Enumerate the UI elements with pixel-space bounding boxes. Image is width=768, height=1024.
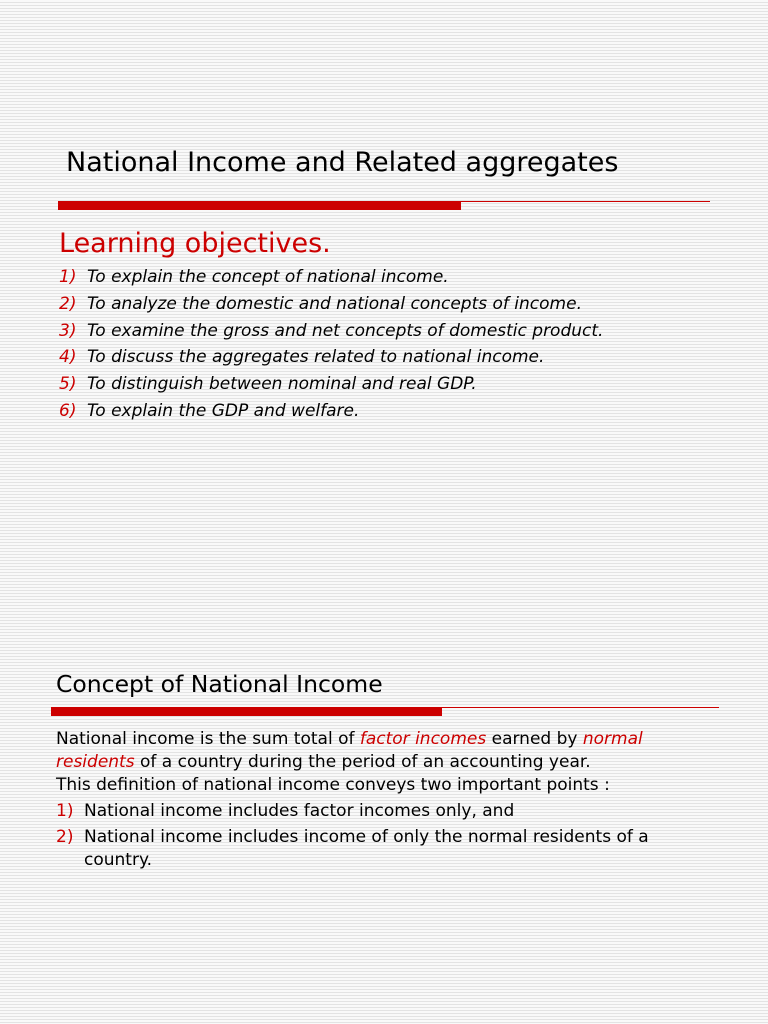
learning-objectives-heading: Learning objectives. [59, 228, 331, 259]
list-number: 2) [59, 293, 77, 314]
list-number: 6) [59, 400, 77, 421]
list-number: 2) [56, 827, 74, 847]
list-text: To analyze the domestic and national concepts of income. [87, 293, 582, 314]
list-number: 4) [59, 347, 77, 368]
underline-thin-line [461, 201, 710, 202]
list-item [56, 800, 712, 823]
list-item [59, 399, 603, 426]
points-list [56, 800, 712, 872]
slide-body [56, 728, 712, 875]
factor-incomes-highlight: factor incomes [359, 729, 487, 749]
definition-paragraph [56, 728, 712, 774]
list-number: 1) [56, 801, 74, 821]
underline-thick-bar [51, 707, 442, 716]
list-number: 3) [59, 320, 77, 341]
list-item [59, 265, 603, 292]
list-item [59, 372, 603, 399]
list-text: To discuss the aggregates related to national income. [87, 347, 545, 368]
list-item [59, 319, 603, 346]
normal-residents-highlight: normal residents [56, 729, 643, 772]
underline-thin-line [442, 707, 719, 708]
objectives-list [59, 265, 603, 426]
underline-thick-bar [58, 201, 461, 210]
list-item [59, 345, 603, 372]
intro-paragraph: This definition of national income conveys two important points : [56, 775, 610, 795]
definition-text: of a country during the period of an accounting year. [134, 752, 591, 772]
list-number: 5) [59, 374, 77, 395]
slide-title: Concept of National Income [56, 670, 383, 698]
definition-text: National income is the sum total of [56, 729, 360, 749]
list-text: National income includes income of only the normal residents of a country. [84, 827, 649, 870]
list-text: To examine the gross and net concepts of domestic product. [87, 320, 604, 341]
list-text: National income includes factor incomes only, and [84, 801, 515, 821]
list-number: 1) [59, 267, 77, 287]
title-underline [58, 201, 710, 210]
slide-concept-national-income [0, 512, 768, 1024]
list-item [56, 826, 712, 872]
list-item [59, 292, 603, 319]
list-text: To distinguish between nominal and real GDP. [87, 374, 477, 395]
slide-title: National Income and Related aggregates [66, 147, 619, 178]
list-text: To explain the concept of national income. [87, 267, 449, 287]
list-text: To explain the GDP and welfare. [87, 400, 360, 421]
definition-text: earned by [486, 729, 583, 749]
title-underline [51, 707, 719, 716]
